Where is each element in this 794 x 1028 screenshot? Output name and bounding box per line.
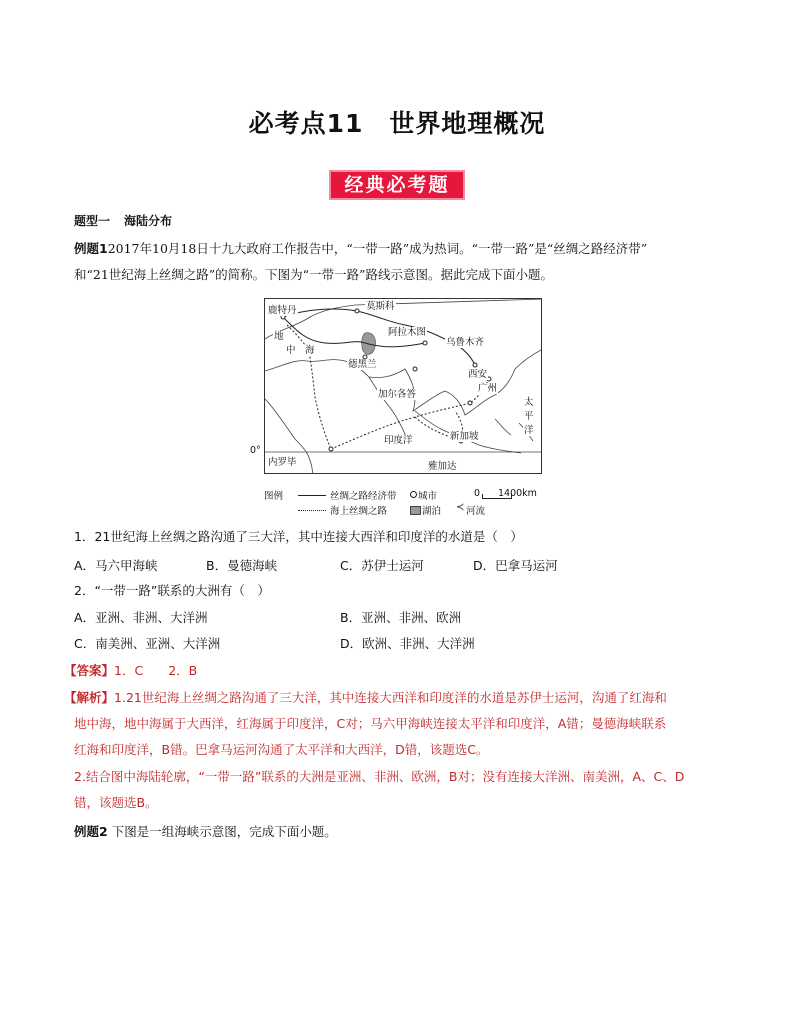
map-label-almaty: 阿拉木图 bbox=[388, 327, 427, 338]
map-label-pacific-1: 太 bbox=[524, 397, 534, 408]
analysis-line1: 【解析】1.21世纪海上丝绸之路沟通了三大洋，其中连接大西洋和印度洋的水道是苏伊士运河，沟通了红海和 bbox=[64, 690, 667, 705]
q2-option-a: A．亚洲、非洲、大洋洲 bbox=[74, 610, 208, 625]
answer-label: 【答案】 bbox=[64, 663, 115, 678]
sea-route-swatch bbox=[298, 510, 326, 511]
map-label-mediterranean-1: 地 bbox=[274, 331, 284, 342]
map-label-kolkata: 加尔各答 bbox=[378, 389, 417, 400]
map-label-pacific-3: 洋 bbox=[524, 425, 534, 436]
analysis-line5: 错，该题选B。 bbox=[74, 795, 158, 810]
q2-option-c: C．南美洲、亚洲、大洋洲 bbox=[74, 636, 221, 651]
map-label-mediterranean-2: 中 海 bbox=[286, 345, 315, 356]
map-label-guangzhou: 广州 bbox=[478, 383, 498, 394]
section-heading bbox=[74, 212, 734, 230]
section-badge: 经典必考题 bbox=[329, 170, 465, 200]
example2-line bbox=[74, 823, 734, 841]
example1-label: 例题1 bbox=[74, 241, 108, 256]
lake-icon bbox=[410, 506, 421, 515]
section-label: 题型一 bbox=[74, 214, 111, 228]
map-legend bbox=[264, 488, 554, 520]
map-label-urumqi: 乌鲁木齐 bbox=[446, 337, 485, 348]
legend-sea-route: 海上丝绸之路 bbox=[330, 506, 388, 517]
example2-label: 例题2 bbox=[74, 824, 108, 839]
legend-title: 图例 bbox=[264, 491, 284, 502]
belt-road-map bbox=[264, 298, 542, 474]
q1-option-a: A．马六甲海峡 bbox=[74, 558, 158, 573]
analysis-line2: 地中海，地中海属于大西洋，红海属于印度洋，C对；马六甲海峡连接太平洋和印度洋，A错；曼德海峡联系 bbox=[74, 716, 667, 731]
map-label-indian-ocean: 印度洋 bbox=[384, 435, 413, 446]
map-label-moscow: 莫斯科 bbox=[366, 301, 395, 312]
analysis-line3: 红海和印度洋，B错。巴拿马运河沟通了太平洋和大西洋，D错，该题选C。 bbox=[74, 742, 489, 757]
q2-option-b: B．亚洲、非洲、欧洲 bbox=[340, 610, 462, 625]
map-label-tehran: 德黑兰 bbox=[348, 359, 377, 370]
legend-lake: 湖泊 bbox=[422, 506, 442, 517]
legend-land-route: 丝绸之路经济带 bbox=[330, 491, 397, 502]
q2-option-d: D．欧洲、非洲、大洋洲 bbox=[340, 636, 475, 651]
example1-line2: 和“21世纪海上丝绸之路”的简称。下图为“一带一路”路线示意图。据此完成下面小题。 bbox=[74, 267, 553, 282]
q1-option-d: D．巴拿马运河 bbox=[473, 558, 558, 573]
city-icon bbox=[410, 491, 417, 498]
section-topic: 海陆分布 bbox=[124, 214, 173, 228]
land-route-swatch bbox=[298, 495, 326, 496]
map-label-nairobi: 内罗毕 bbox=[268, 457, 297, 468]
analysis-label: 【解析】 bbox=[64, 690, 115, 705]
analysis-line4: 2.结合图中海陆轮廓，“一带一路”联系的大洲是亚洲、非洲、欧洲，B对；没有连接大洋洲、南美洲，A、C、D bbox=[74, 769, 685, 784]
map-equator-label: 0° bbox=[250, 445, 261, 456]
q1-option-c: C．苏伊士运河 bbox=[340, 558, 424, 573]
legend-city: 城市 bbox=[418, 491, 438, 502]
map-label-rotterdam: 鹿特丹 bbox=[268, 305, 297, 316]
river-icon: ≺ bbox=[456, 502, 465, 513]
example2-text: 下图是一组海峡示意图，完成下面小题。 bbox=[111, 824, 337, 839]
map-label-singapore: 新加坡 bbox=[450, 431, 479, 442]
page-title: 必考点11 世界地理概况 bbox=[248, 109, 546, 138]
example1-line1: 例题12017年10月18日十九大政府工作报告中，“一带一路”成为热词。“一带一路”是“丝绸之路经济带” bbox=[74, 241, 648, 256]
map-label-xian: 西安 bbox=[468, 369, 488, 380]
q2-stem: 2．“一带一路”联系的大洲有（ ） bbox=[74, 583, 270, 598]
q1-option-b: B．曼德海峡 bbox=[206, 558, 278, 573]
legend-scale-start: 0 bbox=[474, 488, 481, 499]
answer-line bbox=[64, 662, 724, 680]
answer-text: 1．C 2．B bbox=[114, 663, 198, 678]
map-label-pacific-2: 平 bbox=[524, 411, 534, 422]
map-graphic bbox=[265, 299, 542, 474]
q1-stem: 1．21世纪海上丝绸之路沟通了三大洋，其中连接大西洋和印度洋的水道是（ ） bbox=[74, 529, 523, 544]
map-label-jakarta: 雅加达 bbox=[428, 461, 457, 472]
legend-river: 河流 bbox=[466, 506, 486, 517]
legend-scale-end: 1400km bbox=[498, 488, 537, 499]
